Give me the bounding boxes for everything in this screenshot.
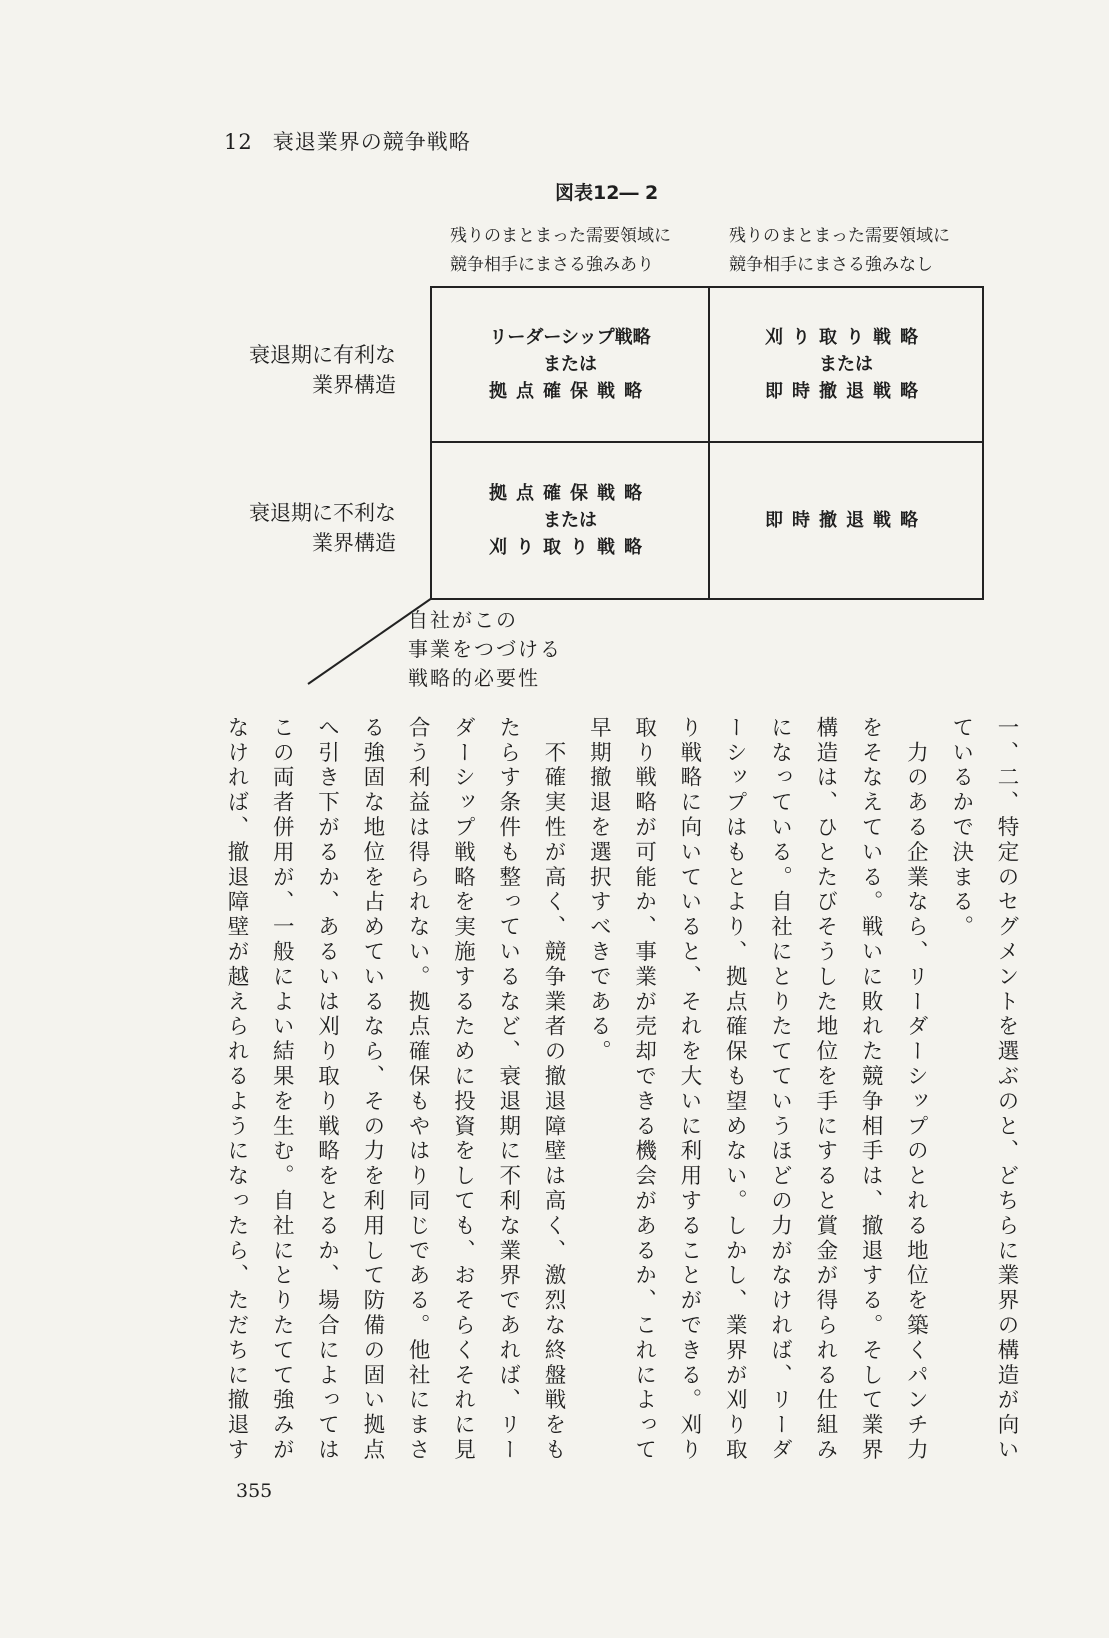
strategy-matrix [430,286,984,600]
text-line: ているかで決まる。 [948,716,974,941]
text-line: たらす条件も整っているなど、衰退期に不利な業界であれば、リー [495,716,521,1463]
text-line: 一、二、特定のセグメントを選ぶのと、どちらに業界の構造が向い [994,716,1019,1463]
text-line: へ引き下がるか、あるいは刈り取り戦略をとるか、場合によっては [314,716,340,1463]
body-text [214,716,1029,1466]
figure-title: 図表12― 2 [555,182,659,204]
cell-bottom-right: 即時撤退戦略 [765,510,927,531]
text-line: なければ、撤退障壁が越えられるようになったら、ただちに撤退す [223,716,249,1463]
text-line: 力のある企業なら、リーダーシップのとれる地位を築くパンチ力 [903,716,929,1463]
column-header-strong: 残りのまとまった需要領域に 競争相手にまさる強みあり [450,226,671,275]
text-line: この両者併用が、一般によい結果を生む。自社にとりたてて強みが [269,716,295,1463]
cell-top-left: リーダーシップ戦略 または 拠点確保戦略 [432,288,710,443]
text-line: 早期撤退を選択すべきである。 [586,716,612,1065]
text-line: をそなえている。戦いに敗れた競争相手は、撤退する。そして業界 [858,716,884,1463]
row-header-unfavorable: 衰退期に不利な 業界構造 [249,501,396,555]
text-line: 取り戦略が可能か、事業が売却できる機会があるか、これによって [631,716,657,1463]
cell-bottom-left: 拠点確保戦略 または 刈り取り戦略 [432,443,710,598]
text-line: 合う利益は得られない。拠点確保もやはり同じである。他社にまさ [405,716,431,1463]
row-header-favorable: 衰退期に有利な 業界構造 [249,343,396,397]
page-number: 355 [236,1480,273,1502]
axis-note: 自社がこの 事業をつづける 戦略的必要性 [408,608,562,690]
text-line: になっている。自社にとりたてていうほどの力がなければ、リーダ [767,716,793,1463]
chapter-title: 衰退業界の競争戦略 [272,130,471,154]
text-line: 構造は、ひとたびそうした地位を手にすると賞金が得られる仕組み [812,716,838,1463]
column-header-weak: 残りのまとまった需要領域に 競争相手にまさる強みなし [729,226,950,275]
cell-top-right: 刈り取り戦略 または 即時撤退戦略 [710,288,982,443]
text-line: る強固な地位を占めているなら、その力を利用して防備の固い拠点 [359,716,385,1463]
text-line: 不確実性が高く、競争業者の撤退障壁は高く、激烈な終盤戦をも [541,716,567,1463]
text-line: り戦略に向いていると、それを大いに利用することができる。刈り [676,716,702,1463]
chapter-number: 12 [224,130,253,154]
text-line: ーシップはもとより、拠点確保も望めない。しかし、業界が刈り取 [722,716,748,1463]
running-header [224,126,471,156]
text-line: ダーシップ戦略を実施するために投資をしても、おそらくそれに見 [450,716,476,1463]
